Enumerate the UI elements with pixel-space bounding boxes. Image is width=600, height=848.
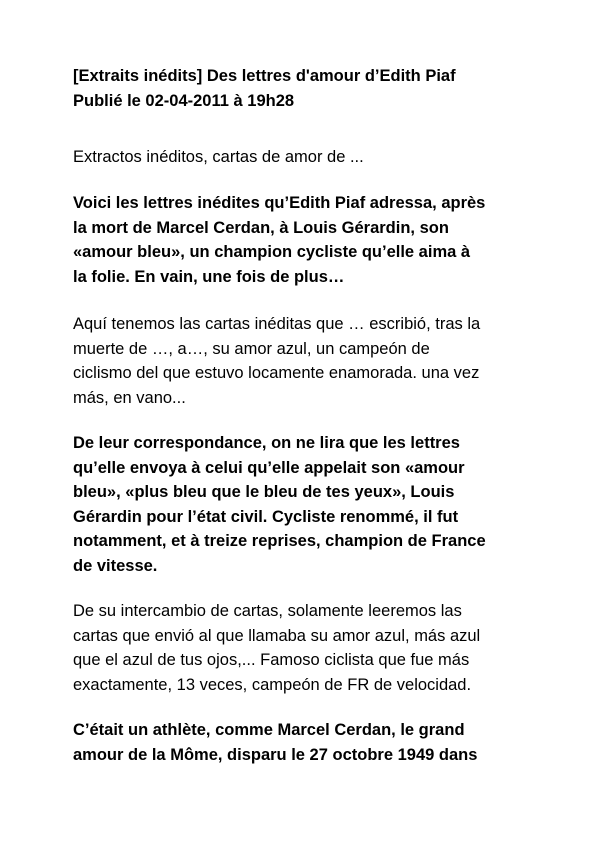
paragraph-spanish-1 xyxy=(73,312,543,410)
subtitle-line: Extractos inéditos, cartas de amor de ... xyxy=(73,148,364,166)
paragraph-line: que el azul de tus ojos,... Famoso ciclista que fue más xyxy=(73,651,470,669)
paragraph-line: Gérardin pour l’état civil. Cycliste renommé, il fut xyxy=(73,507,459,526)
paragraph-french-2 xyxy=(73,431,543,578)
paragraph-french-1 xyxy=(73,191,543,289)
paragraph-line: notamment, et à treize reprises, champion de France xyxy=(73,532,486,550)
paragraph-line: «amour bleu», un champion cycliste qu’elle aima à xyxy=(73,243,471,261)
paragraph-line: C’était un athlète, comme Marcel Cerdan, le grand xyxy=(73,721,465,739)
paragraph-line: la mort de Marcel Cerdan, à Louis Gérardin, son xyxy=(73,218,449,237)
paragraph-line: bleu», «plus bleu que le bleu de tes yeux», Louis xyxy=(73,483,455,501)
title-line: [Extraits inédits] Des lettres d'amour d’Edith Piaf xyxy=(73,67,456,85)
paragraph-line: la folie. En vain, une fois de plus… xyxy=(73,267,345,286)
paragraph-line: ciclismo del que estuvo locamente enamorada. una vez xyxy=(73,364,480,382)
paragraph-line: de vitesse. xyxy=(73,556,158,575)
paragraph-line: exactamente, 13 veces, campeón de FR de velocidad. xyxy=(73,675,472,694)
paragraph-line: De leur correspondance, on ne lira que les lettres xyxy=(73,434,460,452)
paragraph-line: Voici les lettres inédites qu’Edith Piaf adressa, après xyxy=(73,194,486,212)
paragraph-line: qu’elle envoya à celui qu’elle appelait son «amour xyxy=(73,458,465,477)
paragraph-spanish-2 xyxy=(73,599,543,697)
paragraph-line: Aquí tenemos las cartas inéditas que … escribió, tras la xyxy=(73,315,481,333)
paragraph-line: muerte de …, a…, su amor azul, un campeón de xyxy=(73,339,430,358)
article-title xyxy=(73,64,543,113)
paragraph-line: cartas que envió al que llamaba su amor azul, más azul xyxy=(73,626,481,645)
paragraph-french-3 xyxy=(73,718,543,767)
paragraph-line: más, en vano... xyxy=(73,388,186,407)
publication-date-line: Publié le 02-04-2011 à 19h28 xyxy=(73,91,295,110)
article-subtitle xyxy=(73,145,543,170)
paragraph-line: amour de la Môme, disparu le 27 octobre 1949 dans xyxy=(73,745,478,764)
paragraph-line: De su intercambio de cartas, solamente leeremos las xyxy=(73,602,462,620)
